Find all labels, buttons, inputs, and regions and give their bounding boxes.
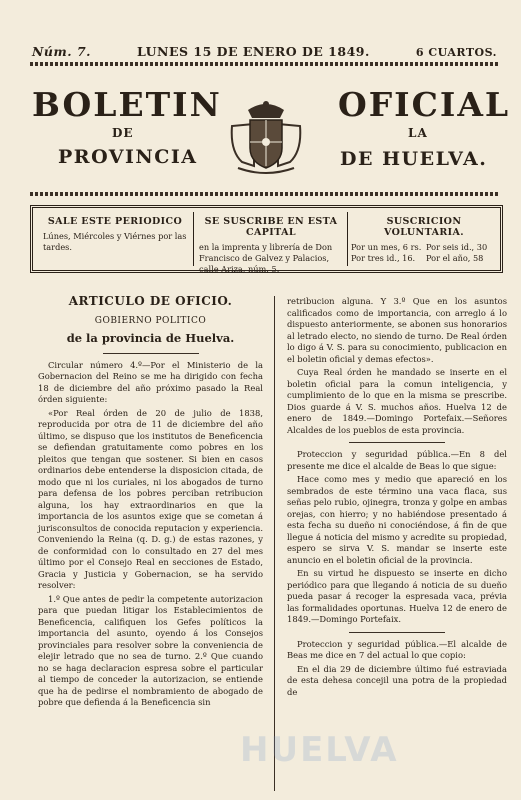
subscription-prices: SUSCRICION VOLUNTARIA. Por un mes, 6 rs. Por seis id., 30 Por tres id., 16. Por el año, 58 [351,216,488,263]
masthead-provincia: PROVINCIA [58,146,198,168]
publication-days: SALE ESTE PERIODICO Lúnes, Miércoles y Viérnes por las tardes. [43,216,187,252]
paragraph: 1.º Que antes de pedir la competente autorizacion para que puedan litigar los Establecimientos de Beneficencia, califiquen los Gefes políticos la importancia del asunto, oyendo á los Consejos provinciales para resolver sobre la conveniencia de elejir letrado que no sea de turno. 2.º Que cuando no se haga declaracion espresa sobre el particular al tiempo de conceder la autorizacion, se entiende que ha de pedirse el nombramiento de abogado de pobre que defienda á la Beneficencia sin [38,593,263,707]
issue-price: 6 CUARTOS. [415,46,497,59]
dotted-rule [30,62,499,66]
separator [103,353,199,354]
subscription-infobox [30,205,503,273]
royal-coat-of-arms-icon [228,96,304,176]
column-divider [193,212,194,266]
article-subtitle: GOBIERNO POLITICO [94,315,207,326]
paragraph: Proteccion y seguridad pública.—El alcalde de Beas me dice en 7 del actual lo que copio: [287,638,507,660]
paragraph: En su virtud he dispuesto se inserte en dicho periódico para que llegando á noticia de su dueño pueda pasar á recoger la espresada vaca, prévia las formalidades oportunas. Huelva 12 de enero de 1849.—Domingo Portefaix. [287,568,507,624]
paragraph: Proteccion y seguridad pública.—En 8 del presente me dice el alcalde de Beas lo que sigue: [287,449,507,471]
paragraph: Circular número 4.º—Por el Ministerio de la Gobernacion del Reino se me ha dirigido con fecha 18 de diciembre del año próximo pasado la Real órden siguiente: [38,359,263,404]
issue-number: Núm. 7. [32,44,91,59]
paragraph: Cuya Real órden he mandado se inserte en el boletin oficial para la comun inteligencia, y cumplimiento de lo que en la misma se prescribe. Dios guarde á V. S. muchos años. Huelva 12 de enero de 1849.—Domingo Portefaix.—Señores Alcaldes de los pueblos de esta provincia. [287,367,507,435]
paragraph: En el dia 29 de diciembre último fué estraviada de esta dehesa concejil una potra de la propiedad de [287,663,507,697]
left-column [38,296,263,711]
masthead-de: DE [112,126,134,140]
article-title: ARTICULO DE OFICIO. [68,294,233,308]
subscription-place: SE SUSCRIBE EN ESTA CAPITAL en la imprenta y librería de Don Francisco de Galvez y Palacios, calle Ariza, núm. 5. [199,216,338,274]
masthead-la: LA [408,126,428,140]
column-divider [347,212,348,266]
paragraph: Hace como mes y medio que apareció en los sembrados de este término una vaca flaca, sus señas pelo rubio, ojinegra, tronza y golpe en ambas orejas, con hierro; y no habiéndose presentado á esta fecha su dueño ni conociéndose, á fin de que llegue á noticia del mismo y acredite su propiedad, espero se sirva V. S. mandar se inserte este anuncio en el boletin oficial de la provincia. [287,474,507,565]
paragraph: retribucion alguna. Y 3.º Que en los asuntos calificados como de importancia, con arreglo á lo dispuesto anteriormente, se abonen sus honorarios al letrado electo, no siendo de turno. De Real órden lo digo á V. S. para su conocimiento, publicacion en el boletin oficial y demas efectos». [287,296,507,364]
masthead-boletin: BOLETIN [32,85,222,124]
separator [349,632,445,633]
issue-line [32,44,497,59]
paragraph: «Por Real órden de 20 de julio de 1838, reproducida por otra de 11 de diciembre del año último, se dispuso que los institutos de Beneficencia se defiendan gratuitamente como pobres en los pleitos que tengan que sostener. Si bien en casos ordinarios debe entenderse la disposicion citada, de modo que ni los curiales, ni los abogados de turno para defensa de los pobres perciban retribucion alguna, los hay extraordinarios en que la importancia de los asuntos exige que se cometan á jurisconsultos de conocida reputacion y experiencia. Conveniendo la Reina (q. D. g.) de estas razones, y de conformidad con lo consultado en 27 del mes último por el Consejo Real en secciones de Estado, Gracia y Justicia y Gobernacion, se ha servido resolver: [38,407,263,590]
dotted-rule [30,192,499,196]
masthead-de-huelva: DE HUELVA. [340,148,488,170]
article-subtitle-province: de la provincia de Huelva. [66,331,235,345]
issue-date: LUNES 15 DE ENERO DE 1849. [137,44,370,59]
separator [349,442,445,443]
right-column [287,296,507,700]
column-rule [274,296,275,791]
archive-watermark: HUELVA [240,730,399,770]
masthead-oficial: OFICIAL [338,85,511,124]
